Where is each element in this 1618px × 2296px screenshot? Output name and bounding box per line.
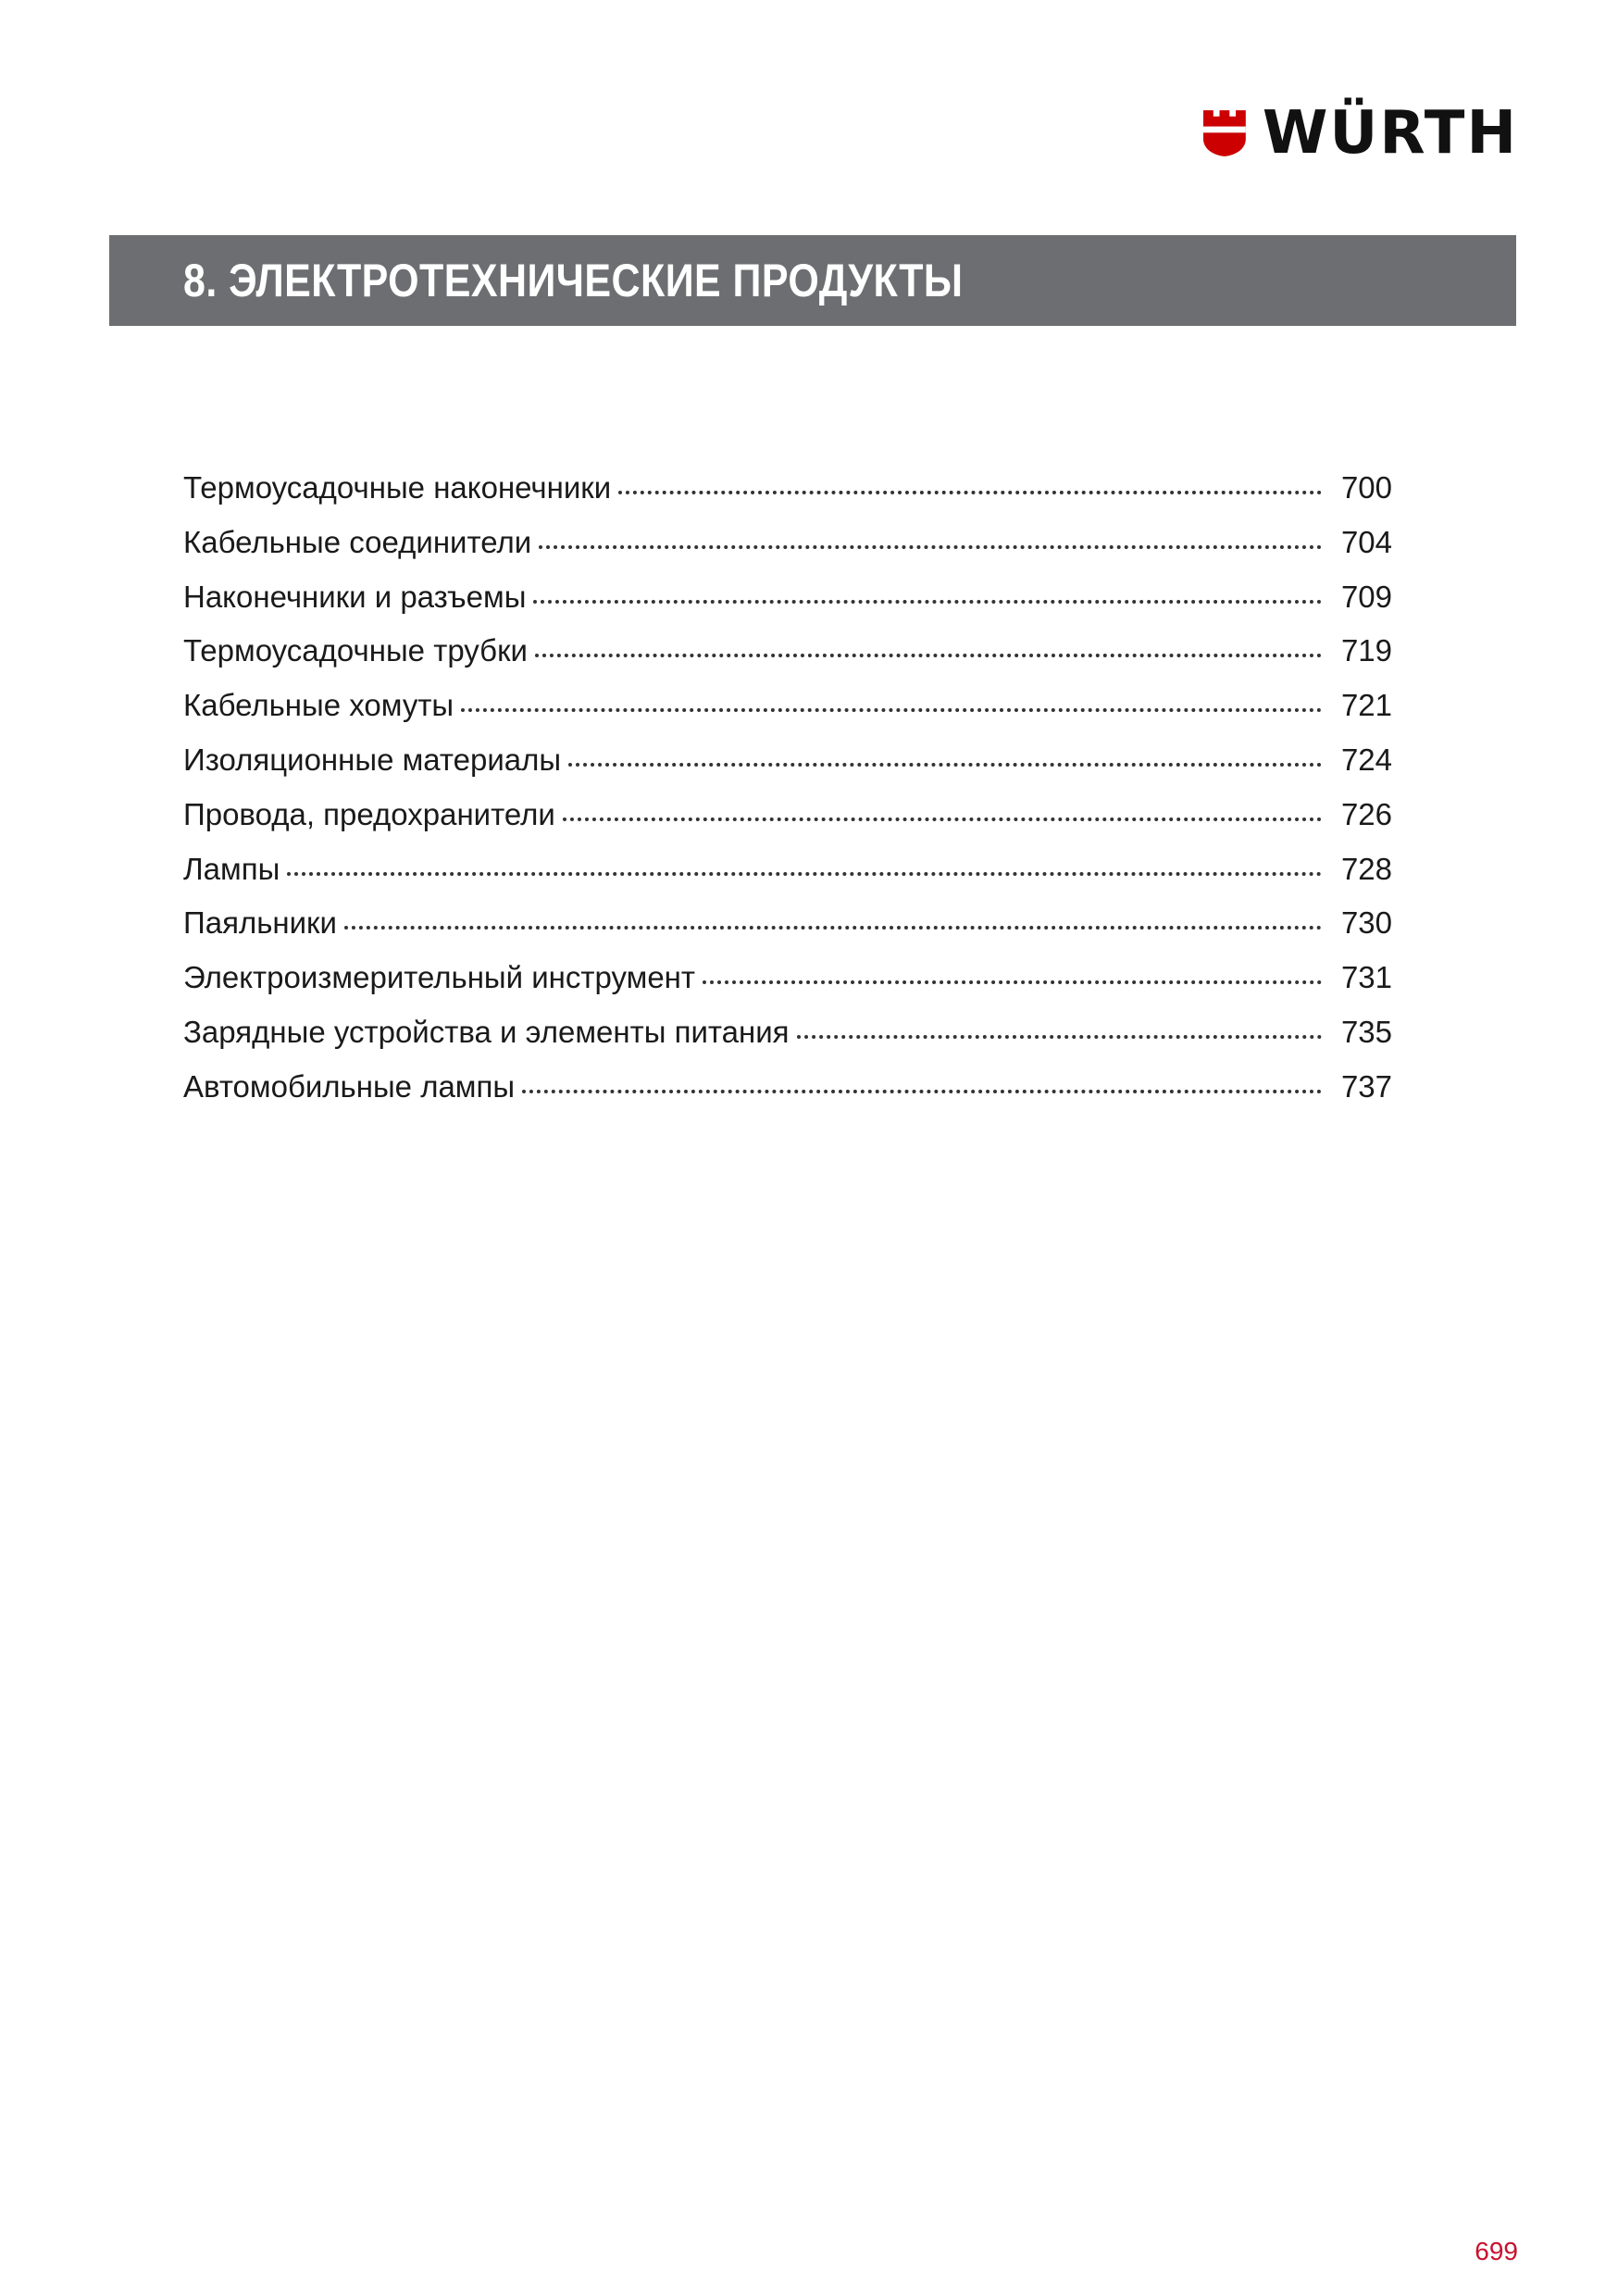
toc-entry-page: 728 <box>1340 851 1392 886</box>
toc-entry[interactable] <box>183 688 1392 742</box>
table-of-contents <box>183 470 1392 1124</box>
toc-entry-title: Лампы <box>183 851 280 886</box>
toc-entry-title: Кабельные хомуты <box>183 688 454 723</box>
wurth-logo <box>1203 96 1518 170</box>
toc-dot-leader <box>287 872 1322 876</box>
toc-entry-page: 737 <box>1340 1068 1392 1104</box>
toc-entry-page: 735 <box>1340 1014 1392 1049</box>
toc-entry[interactable] <box>183 797 1392 852</box>
page-number: 699 <box>1475 2237 1518 2265</box>
toc-entry-page: 704 <box>1340 524 1392 559</box>
toc-dot-leader <box>539 545 1322 549</box>
toc-dot-leader <box>461 708 1322 712</box>
toc-dot-leader <box>522 1090 1322 1093</box>
toc-entry-title: Электроизмерительный инструмент <box>183 960 696 995</box>
toc-entry-page: 719 <box>1340 633 1392 668</box>
toc-entry-title: Провода, предохранители <box>183 796 555 831</box>
toc-entry-title: Термоусадочные трубки <box>183 633 528 668</box>
toc-entry-title: Наконечники и разъемы <box>183 579 527 614</box>
toc-entry-page: 731 <box>1340 960 1392 995</box>
toc-entry-title: Кабельные соединители <box>183 524 532 559</box>
toc-entry-title: Зарядные устройства и элементы питания <box>183 1014 790 1049</box>
toc-entry[interactable] <box>183 1069 1392 1124</box>
toc-entry-title: Термоусадочные наконечники <box>183 470 612 505</box>
wurth-emblem-icon <box>1203 99 1246 168</box>
toc-entry[interactable] <box>183 580 1392 634</box>
toc-entry-page: 726 <box>1340 796 1392 831</box>
toc-dot-leader <box>703 980 1322 984</box>
toc-dot-leader <box>618 491 1322 494</box>
toc-entry-page: 730 <box>1340 905 1392 941</box>
toc-dot-leader <box>535 654 1322 657</box>
toc-dot-leader <box>563 817 1322 821</box>
toc-entry[interactable] <box>183 1015 1392 1069</box>
toc-dot-leader <box>797 1035 1322 1039</box>
toc-entry-title: Изоляционные материалы <box>183 742 562 777</box>
toc-entry[interactable] <box>183 960 1392 1015</box>
toc-entry[interactable] <box>183 633 1392 688</box>
toc-entry-page: 709 <box>1340 579 1392 614</box>
toc-entry[interactable] <box>183 905 1392 960</box>
toc-dot-leader <box>568 763 1322 767</box>
toc-entry[interactable] <box>183 525 1392 580</box>
toc-entry-page: 721 <box>1340 688 1392 723</box>
toc-entry[interactable] <box>183 852 1392 906</box>
toc-entry-title: Паяльники <box>183 905 337 941</box>
brand-wordmark: WÜRTH <box>1262 99 1518 168</box>
section-title: 8. ЭЛЕКТРОТЕХНИЧЕСКИЕ ПРОДУКТЫ <box>183 255 964 306</box>
toc-entry-title: Автомобильные лампы <box>183 1068 516 1104</box>
toc-entry[interactable] <box>183 470 1392 525</box>
section-header-bar <box>109 235 1516 326</box>
toc-entry-page: 700 <box>1340 470 1392 505</box>
toc-dot-leader <box>344 926 1322 930</box>
toc-dot-leader <box>533 600 1322 604</box>
toc-entry-page: 724 <box>1340 742 1392 777</box>
toc-entry[interactable] <box>183 742 1392 797</box>
